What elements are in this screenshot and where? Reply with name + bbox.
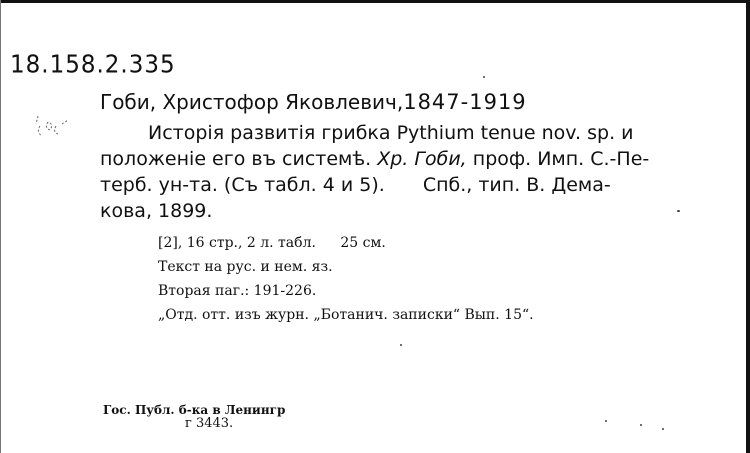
paper-speck [605,420,607,422]
handwritten-margin-mark [34,112,74,144]
card-top-edge [0,0,750,3]
paper-speck [677,210,680,212]
title-line-3 [100,172,710,198]
shelfmark: 18.158.2.335 [10,50,176,80]
language-note: Текст на рус. и нем. яз. [158,259,333,275]
card-left-edge [0,0,1,453]
pagination: [2], 16 стр., 2 л. табл. [158,235,316,251]
title-line-1: Исторія развитія грибка Pythium tenue nov. sp. и [148,122,634,144]
stamp-library-name: Гос. Публ. б-ка в Ленингр [103,403,286,417]
heading-line [100,90,527,114]
statement-author: Хр. Гоби, [377,148,467,170]
title-line-3-start: терб. ун-та. (Съ табл. 4 и 5). [100,174,385,196]
imprint-place: Спб., тип. В. Дема- [422,174,611,196]
description-block [100,120,710,224]
paper-speck [400,344,402,346]
paper-speck [640,424,642,426]
pagination-line [158,231,534,255]
stamp-number: г 3443. [185,416,234,431]
title-line-2-start: положеніе его въ системѣ. [100,148,372,170]
second-pagination-note: Вторая паг.: 191-226. [158,283,317,299]
physical-details [158,231,534,327]
dimensions: 25 см. [340,235,386,251]
paper-speck [662,428,664,430]
paper-speck [483,76,485,78]
library-stamp [103,403,285,431]
author-dates: 1847-1919 [403,90,527,114]
offprint-note: „Отд. отт. изъ журн. „Ботанич. записки“ Вып. 15“. [158,307,534,323]
title-line-2-end: проф. Имп. С.-Пе- [472,148,650,170]
author-heading: Гоби, Христофор Яковлевич, [100,90,404,114]
card-right-edge [746,0,750,453]
title-line-4: кова, 1899. [100,200,213,222]
title-line-2 [100,146,710,172]
